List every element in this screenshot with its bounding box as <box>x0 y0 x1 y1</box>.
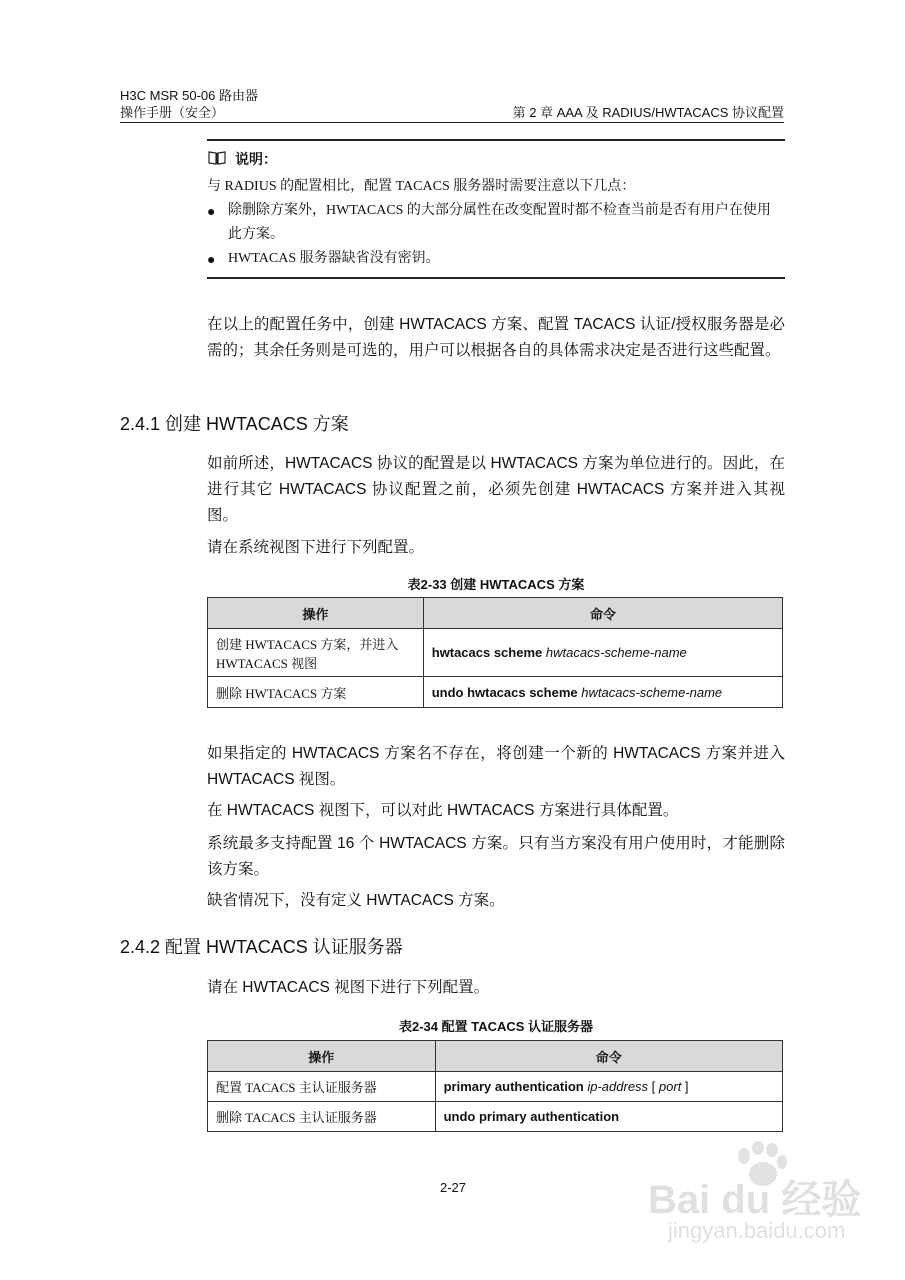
section-heading-2-4-2: 2.4.2 配置 HWTACACS 认证服务器 <box>120 937 403 957</box>
note-intro: 与 RADIUS 的配置相比，配置 TACACS 服务器时需要注意以下几点： <box>207 179 636 194</box>
note-bullet-1: 除删除方案外，HWTACACS 的大部分属性在改变配置时都不检查当前是否有用户在使用此方案。 <box>228 203 771 242</box>
table-row <box>208 1072 783 1102</box>
command-argument: hwtacacs-scheme-name <box>581 684 723 700</box>
note-bullet-2: HWTACAS 服务器缺省没有密钥。 <box>228 251 440 266</box>
bullet-dot: ● <box>207 203 216 219</box>
book-icon <box>207 150 227 166</box>
header-chapter: 第 2 章 AAA 及 RADIUS/HWTACACS 协议配置 <box>512 105 784 120</box>
table-cell-operation: 创建 HWTACACS 方案，并进入 HWTACACS 视图 <box>208 629 424 677</box>
command-argument: ip-address <box>587 1079 649 1094</box>
command-keyword: undo hwtacacs scheme <box>431 684 578 700</box>
section1-paragraph-5: 系统最多支持配置 16 个 HWTACACS 方案。只有当方案没有用户使用时，才能删除该方案。 <box>207 835 785 878</box>
table-cell-operation: 删除 TACACS 主认证服务器 <box>208 1102 436 1132</box>
watermark-brand: Bai du 经验 <box>648 1178 862 1222</box>
table-row <box>208 1102 783 1132</box>
table-2-34-caption: 表2-34 配置 TACACS 认证服务器 <box>398 1019 594 1034</box>
header-manual: 操作手册（安全） <box>120 105 225 120</box>
table-row <box>208 629 783 677</box>
table-2-33-caption: 表2-33 创建 HWTACACS 方案 <box>407 577 585 592</box>
section1-paragraph-2: 请在系统视图下进行下列配置。 <box>207 539 425 556</box>
intro-paragraph: 在以上的配置任务中，创建 HWTACACS 方案、配置 TACACS 认证/授权服务器是必需的；其余任务则是可选的，用户可以根据各自的具体需求决定是否进行这些配置。 <box>207 316 785 359</box>
note-bottom-rule <box>207 277 785 279</box>
table-row <box>208 677 783 708</box>
command-argument: hwtacacs-scheme-name <box>545 645 687 660</box>
section1-paragraph-3: 如果指定的 HWTACACS 方案名不存在，将创建一个新的 HWTACACS 方案并进入 HWTACACS 视图。 <box>207 745 785 788</box>
command-keyword: primary authentication <box>443 1079 584 1094</box>
table-cell-command <box>423 629 782 677</box>
command-keyword: undo primary authentication <box>443 1109 620 1124</box>
header-product: H3C MSR 50-06 路由器 <box>120 88 258 103</box>
section1-paragraph-4: 在 HWTACACS 视图下，可以对此 HWTACACS 方案进行具体配置。 <box>207 802 679 819</box>
table-header-operation: 操作 <box>208 1041 436 1072</box>
section2-paragraph-1: 请在 HWTACACS 视图下进行下列配置。 <box>207 979 490 996</box>
note-title: 说明： <box>235 151 277 167</box>
optional-close-bracket: ] <box>681 1079 689 1094</box>
note-top-rule <box>207 139 785 141</box>
section1-paragraph-6: 缺省情况下，没有定义 HWTACACS 方案。 <box>207 892 505 909</box>
table-cell-operation: 配置 TACACS 主认证服务器 <box>208 1072 436 1102</box>
table-cell-operation: 删除 HWTACACS 方案 <box>208 677 424 708</box>
command-argument: port <box>658 1079 682 1094</box>
bullet-dot: ● <box>207 251 216 267</box>
command-keyword: hwtacacs scheme <box>431 645 543 660</box>
table-cell-command <box>423 677 782 708</box>
page-number: 2-27 <box>439 1180 467 1195</box>
table-2-34 <box>207 1040 783 1132</box>
table-header-command: 命令 <box>435 1041 782 1072</box>
section1-paragraph-1: 如前所述，HWTACACS 协议的配置是以 HWTACACS 方案为单位进行的。因此，在进行其它 HWTACACS 协议配置之前，必须先创建 HWTACACS 方案并进入其视图。 <box>207 455 785 524</box>
table-cell-command <box>435 1102 782 1132</box>
watermark-url: jingyan.baidu.com <box>668 1218 846 1243</box>
table-cell-command <box>435 1072 782 1102</box>
table-header-command: 命令 <box>423 598 782 629</box>
table-header-operation: 操作 <box>208 598 424 629</box>
section-heading-2-4-1: 2.4.1 创建 HWTACACS 方案 <box>120 414 349 434</box>
optional-open-bracket: [ <box>648 1079 659 1094</box>
table-2-33 <box>207 597 783 708</box>
header-divider <box>120 122 784 123</box>
